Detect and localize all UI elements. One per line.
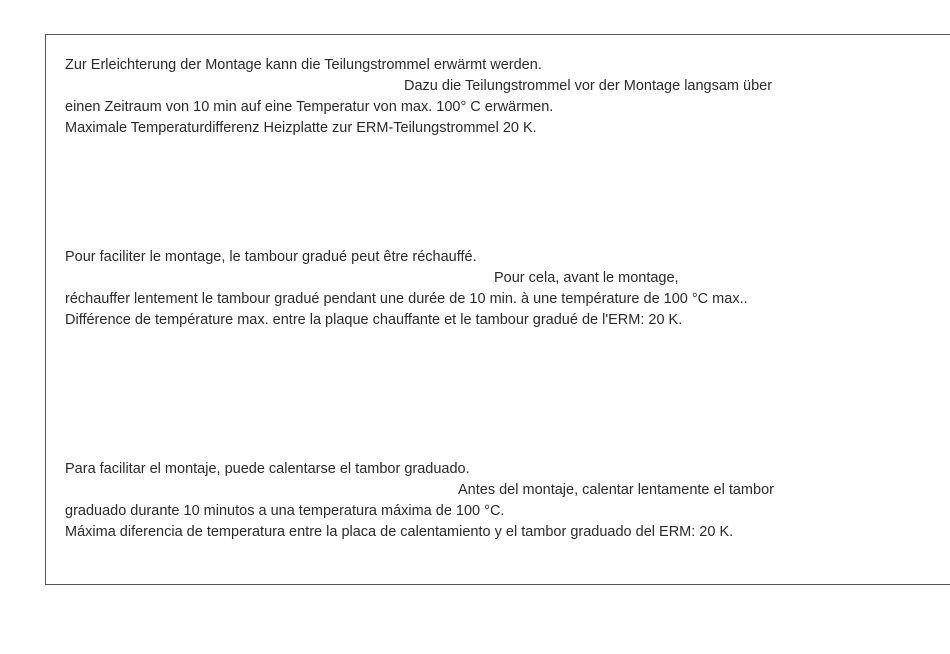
- french-instructions: [65, 247, 950, 331]
- spanish-line-4: Máxima diferencia de temperatura entre la placa de calentamiento y el tambor graduado del ERM: 20 K.: [65, 524, 734, 540]
- french-line-3: réchauffer lentement le tambour gradué pendant une durée de 10 min. à une température de 100 °C max..: [65, 291, 748, 307]
- german-line-4: Maximale Temperaturdifferenz Heizplatte zur ERM-Teilungstrommel 20 K.: [65, 120, 537, 136]
- french-line-2: Pour cela, avant le montage,: [494, 270, 679, 286]
- german-instructions: [65, 55, 950, 139]
- french-line-1: Pour faciliter le montage, le tambour gradué peut être réchauffé.: [65, 249, 477, 265]
- french-line-4: Différence de température max. entre la plaque chauffante et le tambour gradué de l'ERM: 20 K.: [65, 312, 683, 328]
- spanish-instructions: [65, 459, 950, 543]
- german-line-3: einen Zeitraum von 10 min auf eine Temperatur von max. 100° C erwärmen.: [65, 99, 554, 115]
- german-line-1: Zur Erleichterung der Montage kann die Teilungstrommel erwärmt werden.: [65, 57, 542, 73]
- spanish-line-3: graduado durante 10 minutos a una temperatura máxima de 100 °C.: [65, 503, 505, 519]
- spanish-line-2: Antes del montaje, calentar lentamente el tambor: [458, 482, 774, 498]
- spanish-line-1: Para facilitar el montaje, puede calentarse el tambor graduado.: [65, 461, 470, 477]
- german-line-2: Dazu die Teilungstrommel vor der Montage langsam über: [404, 78, 773, 94]
- document-frame: [45, 34, 950, 585]
